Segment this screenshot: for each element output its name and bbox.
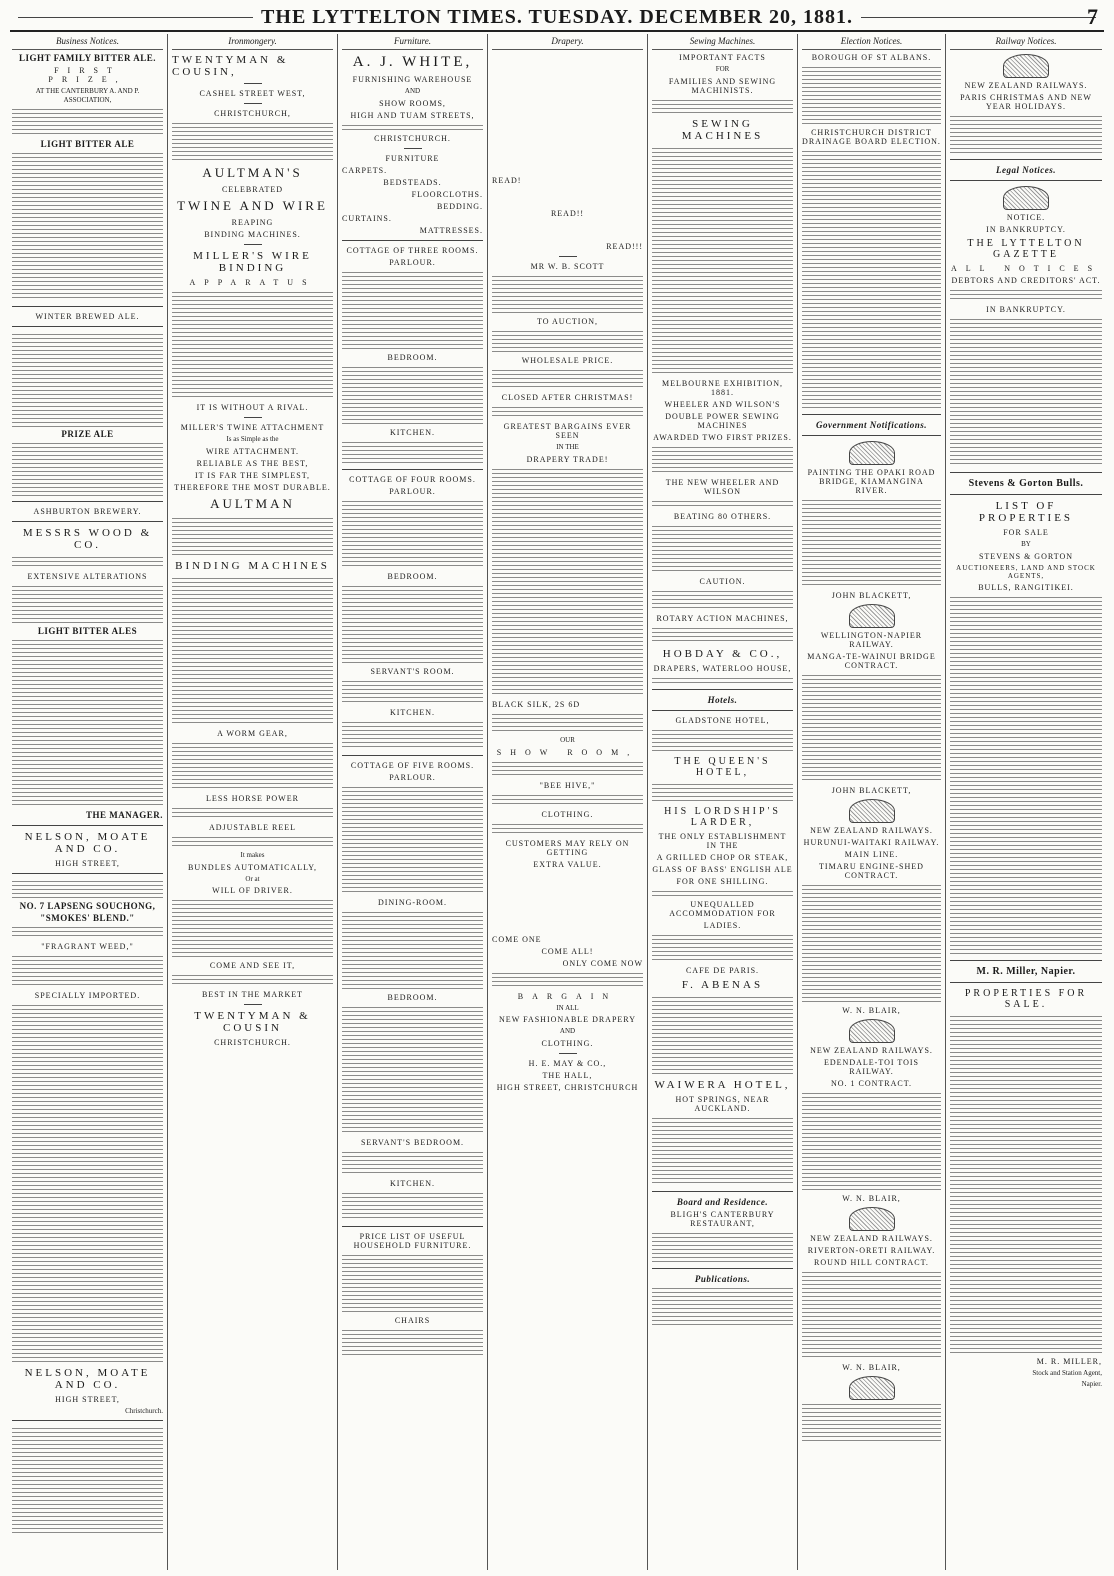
cashel-street: CASHEL STREET WEST, bbox=[199, 89, 306, 98]
column-header-ironmongery: Ironmongery. bbox=[172, 34, 333, 50]
in-bankruptcy: IN BANKRUPTCY. bbox=[986, 225, 1066, 234]
most-durable: THEREFORE THE MOST DURABLE. bbox=[174, 482, 331, 492]
best-in-market: BEST IN THE MARKET bbox=[201, 990, 304, 1000]
column-election-notices bbox=[798, 34, 946, 1570]
sewing-machines-title: SEWING MACHINES bbox=[681, 117, 764, 142]
wood-and-co: MESSRS WOOD & CO. bbox=[22, 526, 153, 551]
servants-room: SERVANT'S ROOM. bbox=[370, 666, 455, 676]
napier: Napier. bbox=[1081, 1379, 1102, 1388]
read-2: READ!! bbox=[550, 209, 585, 218]
royal-arms-icon-2 bbox=[849, 604, 895, 628]
clothing-2: CLOTHING. bbox=[541, 1039, 594, 1048]
without-rival: IT IS WITHOUT A RIVAL. bbox=[196, 403, 309, 412]
millers-twine: MILLER'S TWINE ATTACHMENT bbox=[180, 423, 325, 432]
show-room: SHOW ROOM, bbox=[496, 747, 639, 757]
riverton-oreti: RIVERTON-ORETI RAILWAY. bbox=[807, 1246, 936, 1255]
aultmans: AULTMAN'S bbox=[202, 165, 303, 180]
stock-station-agent: Stock and Station Agent, bbox=[1032, 1368, 1102, 1377]
high-tuam-streets: HIGH AND TUAM STREETS, bbox=[350, 110, 475, 120]
wholesale-price: WHOLESALE PRICE. bbox=[521, 356, 614, 365]
bundles-automatically: BUNDLES AUTOMATICALLY, bbox=[188, 862, 317, 872]
john-blackett-2: JOHN BLACKETT, bbox=[831, 786, 912, 795]
page-number: 7 bbox=[1087, 4, 1098, 29]
wn-blair-2: W. N. BLAIR, bbox=[842, 1194, 901, 1203]
stevens-gorton: STEVENS & GORTON bbox=[978, 551, 1074, 561]
three-rooms: COTTAGE OF THREE ROOMS. bbox=[346, 245, 479, 255]
john-blackett: JOHN BLACKETT, bbox=[831, 591, 912, 600]
timaru-engine-shed: TIMARU ENGINE-SHED CONTRACT. bbox=[819, 862, 924, 880]
the-manager: THE MANAGER. bbox=[85, 809, 163, 820]
light-bitter-ales: LIGHT BITTER ALES bbox=[37, 625, 138, 636]
high-street-christchurch: HIGH STREET, CHRISTCHURCH bbox=[496, 1083, 639, 1092]
list-of-properties: LIST OF PROPERTIES bbox=[978, 500, 1074, 524]
binding-machines-2: BINDING MACHINES bbox=[175, 559, 330, 572]
newspaper-title: THE LYTTELTON TIMES. TUESDAY. DECEMBER 20, 1881. bbox=[261, 5, 853, 28]
royal-arms-icon-6 bbox=[849, 1376, 895, 1400]
lapsang-souchong: NO. 7 LAPSENG SOUCHONG, bbox=[19, 900, 156, 911]
beating-80: BEATING 80 OTHERS. bbox=[673, 511, 772, 521]
bargain: BARGAIN bbox=[517, 991, 618, 1001]
rotary-action: ROTARY ACTION MACHINES, bbox=[656, 613, 789, 623]
kitchen-3: KITCHEN. bbox=[389, 1178, 436, 1188]
waterloo-house: DRAPERS, WATERLOO HOUSE, bbox=[653, 663, 792, 673]
hotels-header: Hotels. bbox=[707, 694, 738, 705]
edendale-toi-tois: EDENDALE-TOI TOIS RAILWAY. bbox=[824, 1058, 919, 1076]
servants-bedroom: SERVANT'S BEDROOM. bbox=[360, 1137, 465, 1147]
caution: CAUTION. bbox=[699, 576, 746, 586]
it-makes: It makes bbox=[240, 850, 265, 859]
grilled-chop: A GRILLED CHOP OR STEAK, bbox=[656, 852, 789, 862]
legal-notices: Legal Notices. bbox=[996, 165, 1056, 175]
masthead-rule-right bbox=[861, 17, 1096, 18]
unequalled: UNEQUALLED ACCOMMODATION FOR bbox=[669, 899, 776, 918]
lordships-larder: HIS LORDSHIP'S LARDER, bbox=[664, 805, 781, 828]
column-sewing-machines bbox=[648, 34, 798, 1570]
page-columns bbox=[8, 34, 1106, 1570]
kitchen-2: KITCHEN. bbox=[389, 707, 436, 717]
f-abenas: F. ABENAS bbox=[681, 978, 764, 991]
light-family-ale: LIGHT FAMILY BITTER ALE. bbox=[18, 53, 157, 63]
clothing: CLOTHING. bbox=[541, 809, 594, 819]
round-hill: ROUND HILL CONTRACT. bbox=[814, 1258, 929, 1267]
properties-for-sale: PROPERTIES FOR SALE. bbox=[964, 987, 1088, 1010]
aultman-2: AULTMAN bbox=[210, 495, 295, 511]
mr-miller: M. R. MILLER, bbox=[1036, 1356, 1102, 1366]
column-header-drapery: Drapery. bbox=[492, 34, 643, 50]
wire-attachment: WIRE ATTACHMENT. bbox=[206, 446, 299, 456]
closed-after-christmas: CLOSED AFTER CHRISTMAS! bbox=[501, 393, 634, 402]
mattresses: MATTRESSES. bbox=[419, 225, 483, 235]
christchurch-label: Christchurch. bbox=[125, 1406, 163, 1415]
new-wheeler-wilson: THE NEW WHEELER AND WILSON bbox=[665, 477, 780, 496]
hobday-co: HOBDAY & CO., bbox=[662, 647, 783, 660]
manga-te-wainui: MANGA-TE-WAINUI BRIDGE CONTRACT. bbox=[807, 652, 936, 670]
reaping: REAPING bbox=[231, 218, 274, 227]
and-2: AND bbox=[559, 1027, 576, 1036]
celebrated: CELEBRATED bbox=[221, 185, 284, 194]
christchurch-2: CHRISTCHURCH. bbox=[214, 1038, 291, 1048]
hot-springs: HOT SPRINGS, NEAR AUCKLAND. bbox=[675, 1094, 770, 1113]
hurunui-waitaki: HURUNUI-WAITAKI RAILWAY. bbox=[803, 838, 940, 847]
christmas-holidays: PARIS CHRISTMAS AND NEW YEAR HOLIDAYS. bbox=[960, 93, 1092, 111]
ladies: LADIES. bbox=[703, 920, 742, 930]
for-label: FOR bbox=[715, 65, 730, 73]
apparatus: APPARATUS bbox=[189, 278, 316, 287]
curtains: CURTAINS. bbox=[342, 213, 392, 223]
christchurch: CHRISTCHURCH. bbox=[374, 133, 451, 143]
read-1: READ! bbox=[492, 176, 522, 185]
masthead-rule-left bbox=[18, 17, 253, 18]
waiwera-hotel: WAIWERA HOTEL, bbox=[654, 1078, 791, 1091]
greatest-bargains: GREATEST BARGAINS EVER SEEN bbox=[503, 422, 632, 440]
extra-value: EXTRA VALUE. bbox=[533, 859, 602, 869]
auctioneers: AUCTIONEERS, LAND AND STOCK AGENTS, bbox=[956, 563, 1096, 580]
will-of-driver: WILL OF DRIVER. bbox=[212, 886, 293, 896]
carpets: CARPETS. bbox=[342, 165, 388, 175]
wellington-napier-rwy: WELLINGTON-NAPIER RAILWAY. bbox=[820, 631, 923, 649]
publications-header: Publications. bbox=[694, 1273, 751, 1284]
important-facts: IMPORTANT FACTS bbox=[679, 53, 766, 62]
twine-and-wire: TWINE AND WIRE bbox=[177, 198, 328, 213]
first-prize: FIRST PRIZE, bbox=[48, 66, 127, 84]
royal-arms-icon bbox=[849, 441, 895, 465]
come-all: COME ALL! bbox=[541, 946, 594, 956]
cafe-de-paris: CAFE DE PARIS. bbox=[685, 965, 760, 975]
parlour-3: PARLOUR. bbox=[389, 772, 436, 782]
our: OUR bbox=[560, 735, 575, 744]
christchurch: CHRISTCHURCH, bbox=[214, 109, 291, 118]
board-residence-header: Board and Residence. bbox=[676, 1196, 769, 1207]
exhibition-line: AT THE CANTERBURY A. AND P. ASSOCIATION, bbox=[35, 87, 140, 104]
bedroom-2: BEDROOM. bbox=[387, 571, 438, 581]
mr-scott: MR W. B. SCOTT bbox=[530, 262, 605, 271]
royal-arms-icon-3 bbox=[849, 799, 895, 823]
column-header-sewing: Sewing Machines. bbox=[652, 34, 793, 50]
reliable-as-best: RELIABLE AS THE BEST, bbox=[196, 458, 309, 468]
aj-white: A. J. WHITE, bbox=[352, 54, 473, 70]
nz-railways-notice: NEW ZEALAND RAILWAYS. bbox=[964, 81, 1088, 90]
in-bankruptcy-2: IN BANKRUPTCY. bbox=[986, 305, 1066, 314]
parlour-2: PARLOUR. bbox=[389, 486, 436, 496]
stevens-gorton-bulls: Stevens & Gorton Bulls. bbox=[968, 478, 1084, 489]
twentyman-cousin: TWENTYMAN & COUSIN, bbox=[172, 54, 289, 78]
column-header-business: Business Notices. bbox=[12, 34, 163, 50]
black-silk: BLACK SILK, 2S 6D bbox=[492, 699, 581, 709]
painting-opaki: PAINTING THE OPAKI ROAD BRIDGE, KIAMANGINA RIVER. bbox=[807, 468, 936, 495]
twentyman-cousin-2: TWENTYMAN & COUSIN bbox=[194, 1010, 311, 1035]
bee-hive: "BEE HIVE," bbox=[539, 780, 596, 790]
column-header-furniture: Furniture. bbox=[342, 34, 483, 50]
bass-ale: GLASS OF BASS' ENGLISH ALE bbox=[652, 864, 793, 874]
four-rooms: COTTAGE OF FOUR ROOMS. bbox=[349, 474, 476, 484]
two-first-prizes: AWARDED TWO FIRST PRIZES. bbox=[653, 432, 792, 442]
nz-railways: NEW ZEALAND RAILWAYS. bbox=[810, 826, 933, 835]
high-street-2: HIGH STREET, bbox=[55, 1394, 120, 1404]
gladstone-hotel: GLADSTONE HOTEL, bbox=[675, 715, 770, 725]
bulls-rangitikei: BULLS, RANGITIKEI. bbox=[978, 582, 1074, 592]
only-come-now: ONLY COME NOW bbox=[562, 958, 643, 968]
wn-blair: W. N. BLAIR, bbox=[842, 1006, 901, 1015]
debtors-creditors: DEBTORS AND CREDITORS' ACT. bbox=[951, 276, 1101, 285]
royal-arms-icon-8 bbox=[1003, 186, 1049, 210]
drainage-board: CHRISTCHURCH DISTRICT DRAINAGE BOARD ELECTION. bbox=[802, 128, 941, 146]
nelson-moate-co: NELSON, MOATE AND CO. bbox=[24, 830, 151, 855]
or-at: Or at bbox=[245, 874, 260, 883]
kitchen: KITCHEN. bbox=[389, 427, 436, 437]
adjustable-reel: ADJUSTABLE REEL bbox=[208, 822, 297, 832]
double-power: DOUBLE POWER SEWING MACHINES bbox=[665, 411, 780, 430]
extensive-alterations: EXTENSIVE ALTERATIONS bbox=[27, 571, 148, 581]
prize-ale: PRIZE ALE bbox=[61, 428, 114, 439]
column-railway-notices bbox=[946, 34, 1106, 1570]
bedding: BEDDING. bbox=[437, 201, 483, 211]
show-rooms: SHOW ROOMS, bbox=[379, 98, 446, 108]
fashionable-drapery: NEW FASHIONABLE DRAPERY bbox=[499, 1015, 636, 1025]
only-establishment: THE ONLY ESTABLISHMENT IN THE bbox=[658, 831, 787, 850]
borough-st-albans: BOROUGH OF ST ALBANS. bbox=[811, 53, 932, 62]
bedroom: BEDROOM. bbox=[387, 352, 438, 362]
blighs-restaurant: BLIGH'S CANTERBURY RESTAURANT, bbox=[670, 1209, 775, 1228]
come-one: COME ONE bbox=[492, 934, 542, 944]
bedsteads: BEDSTEADS. bbox=[383, 177, 442, 187]
worm-gear: A WORM GEAR, bbox=[217, 728, 288, 738]
specially-imported: SPECIALLY IMPORTED. bbox=[34, 990, 141, 1000]
to-auction: TO AUCTION, bbox=[536, 317, 599, 326]
ashburton-brewery: ASHBURTON BREWERY. bbox=[33, 506, 142, 516]
far-simplest: IT IS FAR THE SIMPLEST, bbox=[194, 470, 311, 480]
and-label: AND bbox=[404, 87, 421, 95]
masthead bbox=[10, 4, 1104, 32]
royal-arms-icon-5 bbox=[849, 1207, 895, 1231]
customers-rely: CUSTOMERS MAY RELY ON GETTING bbox=[505, 838, 630, 857]
less-horse-power: LESS HORSE POWER bbox=[206, 793, 299, 803]
wn-blair-3: W. N. BLAIR, bbox=[842, 1363, 901, 1372]
smokes-blend: "SMOKES' BLEND." bbox=[40, 912, 135, 923]
floorcloths: FLOORCLOTHS. bbox=[411, 189, 483, 199]
come-and-see: COME AND SEE IT, bbox=[209, 961, 296, 971]
column-drapery bbox=[488, 34, 648, 1570]
the-hall: THE HALL, bbox=[542, 1071, 593, 1080]
notice: NOTICE. bbox=[1006, 213, 1046, 222]
in-the: IN THE bbox=[556, 443, 579, 451]
column-business-notices bbox=[8, 34, 168, 1570]
royal-arms-icon-4 bbox=[849, 1019, 895, 1043]
queens-hotel: THE QUEEN'S HOTEL, bbox=[674, 755, 771, 778]
families-machinists: FAMILIES AND SEWING MACHINISTS. bbox=[668, 76, 777, 95]
melbourne-exhibition: MELBOURNE EXHIBITION, 1881. bbox=[662, 378, 783, 397]
all-notices: ALL NOTICES bbox=[950, 264, 1102, 273]
millers-wire-binding: MILLER'S WIRE BINDING bbox=[193, 250, 312, 274]
wheeler-wilson: WHEELER AND WILSON'S bbox=[664, 399, 781, 409]
nz-railways-2: NEW ZEALAND RAILWAYS. bbox=[810, 1046, 933, 1055]
mr-miller-napier: M. R. Miller, Napier. bbox=[976, 965, 1076, 977]
main-line: MAIN LINE. bbox=[844, 850, 899, 859]
column-furniture bbox=[338, 34, 488, 1570]
chairs: CHAIRS bbox=[394, 1315, 431, 1325]
one-shilling: FOR ONE SHILLING. bbox=[676, 876, 769, 886]
nz-railways-3: NEW ZEALAND RAILWAYS. bbox=[810, 1234, 933, 1243]
government-notifications: Government Notifications. bbox=[816, 420, 927, 430]
bedroom-3: BEDROOM. bbox=[387, 992, 438, 1002]
price-list: PRICE LIST OF USEFUL HOUSEHOLD FURNITURE. bbox=[353, 1231, 472, 1250]
lyttelton-gazette: THE LYTTELTON GAZETTE bbox=[967, 238, 1085, 260]
drapery-trade: DRAPERY TRADE! bbox=[526, 454, 609, 464]
fragrant-weed: "FRAGRANT WEED," bbox=[41, 941, 134, 951]
parlour: PARLOUR. bbox=[389, 257, 436, 267]
column-header-election: Election Notices. bbox=[802, 34, 941, 50]
dining-room: DINING-ROOM. bbox=[377, 897, 448, 907]
no-1-contract: NO. 1 CONTRACT. bbox=[830, 1079, 913, 1088]
royal-arms-icon-7 bbox=[1003, 54, 1049, 78]
light-bitter-ale: LIGHT BITTER ALE bbox=[40, 138, 135, 149]
high-street: HIGH STREET, bbox=[55, 858, 120, 868]
column-header-railway: Railway Notices. bbox=[950, 34, 1102, 50]
read-3: READ!!! bbox=[606, 242, 643, 251]
in-all: IN ALL bbox=[556, 1003, 579, 1012]
nelson-moate-co-2: NELSON, MOATE AND CO. bbox=[24, 1366, 151, 1391]
by: BY bbox=[1021, 540, 1031, 548]
five-rooms: COTTAGE OF FIVE ROOMS. bbox=[350, 760, 475, 770]
winter-brewed-ale: WINTER BREWED ALE. bbox=[35, 311, 140, 321]
for-sale: FOR SALE bbox=[1003, 528, 1049, 537]
he-may-co: H. E. MAY & CO., bbox=[528, 1059, 607, 1068]
column-ironmongery bbox=[168, 34, 338, 1570]
furnishing-warehouse: FURNISHING WAREHOUSE bbox=[352, 75, 473, 84]
furniture-label: FURNITURE bbox=[385, 153, 440, 163]
simple-as: Is as Simple as the bbox=[226, 435, 279, 443]
binding-machines: BINDING MACHINES. bbox=[204, 230, 301, 239]
